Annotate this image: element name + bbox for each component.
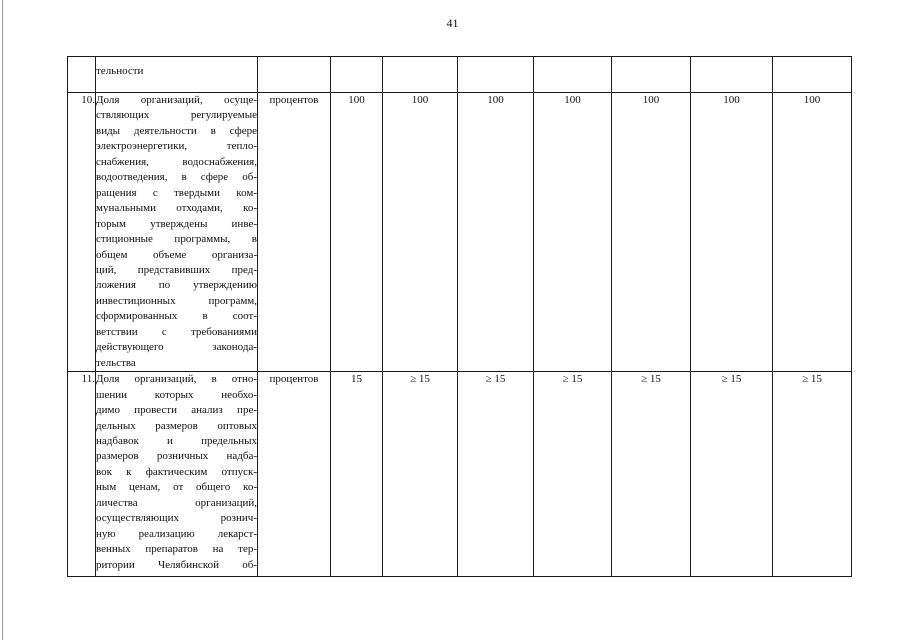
- value-cell: ≥ 15: [458, 372, 534, 577]
- description-line: осуществляющих рознич-: [96, 512, 257, 525]
- description-line: виды деятельности в сфере: [96, 124, 257, 137]
- description-line: ритории Челябинской об-: [96, 558, 257, 571]
- description-line: размеров розничных надба-: [96, 450, 257, 463]
- description-line: водоотведения, в сфере об-: [96, 171, 257, 184]
- description-line: снабжения, водоснабжения,: [96, 155, 257, 168]
- table-row-10: [68, 93, 852, 372]
- unit-cell: процентов: [258, 372, 331, 577]
- indicator-description-cell: [96, 372, 258, 577]
- value-cell: ≥ 15: [383, 372, 458, 577]
- description-line: шении которых необхо-: [96, 388, 257, 401]
- page-left-edge-line: [2, 0, 3, 640]
- value-cell: [691, 57, 773, 93]
- row-number-cell: 11.: [68, 372, 96, 577]
- description-line: ную реализацию лекарст-: [96, 527, 257, 540]
- description-line: ветствии с требованиями: [96, 325, 257, 338]
- description-line: дельных размеров оптовых: [96, 419, 257, 432]
- value-cell: 15: [331, 372, 383, 577]
- description-line: электроэнергетики, тепло-: [96, 140, 257, 153]
- description-line: ращения с твердыми ком-: [96, 186, 257, 199]
- continued-text: тельности: [96, 65, 144, 77]
- value-cell: 100: [383, 93, 458, 372]
- row-number-cell: [68, 57, 96, 93]
- value-cell: [773, 57, 852, 93]
- description-line: вок к фактическим отпуск-: [96, 465, 257, 478]
- value-cell: ≥ 15: [612, 372, 691, 577]
- value-cell: ≥ 15: [534, 372, 612, 577]
- description-line: ствляющих регулируемые: [96, 109, 257, 122]
- value-cell: ≥ 15: [773, 372, 852, 577]
- value-cell: [458, 57, 534, 93]
- value-cell: [534, 57, 612, 93]
- value-cell: 100: [458, 93, 534, 372]
- indicator-description-cell: [96, 57, 258, 93]
- description-line: торым утверждены инве-: [96, 217, 257, 230]
- unit-cell: процентов: [258, 93, 331, 372]
- description-line: димо провести анализ пре-: [96, 404, 257, 417]
- description-line: Доля организаций, в отно-: [96, 373, 257, 386]
- description-line: стиционные программы, в: [96, 233, 257, 246]
- description-line: личества организаций,: [96, 496, 257, 509]
- description-line: ложения по утверждению: [96, 279, 257, 292]
- description-line: общем объеме организа-: [96, 248, 257, 261]
- description-line: ций, представивших пред-: [96, 263, 257, 276]
- description-line: сформированных в соот-: [96, 310, 257, 323]
- value-cell: 100: [612, 93, 691, 372]
- page-number: 41: [446, 16, 459, 30]
- description-line: действующего законода-: [96, 341, 257, 354]
- description-line: инвестиционных программ,: [96, 294, 257, 307]
- description-line: Доля организаций, осуще-: [96, 94, 257, 106]
- value-cell: 100: [331, 93, 383, 372]
- description-line: венных препаратов на тер-: [96, 543, 257, 556]
- indicators-table: [67, 56, 852, 577]
- value-cell: 100: [691, 93, 773, 372]
- row-number-cell: 10.: [68, 93, 96, 372]
- table-row-11: [68, 372, 852, 577]
- description-line: мунальными отходами, ко-: [96, 202, 257, 215]
- value-cell: 100: [773, 93, 852, 372]
- value-cell: [383, 57, 458, 93]
- description-line: тельства: [96, 356, 136, 369]
- unit-cell: [258, 57, 331, 93]
- indicator-description-cell: [96, 93, 258, 372]
- description-line: надбавок и предельных: [96, 434, 257, 447]
- value-cell: 100: [534, 93, 612, 372]
- value-cell: [331, 57, 383, 93]
- table-row-continued: [68, 57, 852, 93]
- description-line: ным ценам, от общего ко-: [96, 481, 257, 494]
- value-cell: ≥ 15: [691, 372, 773, 577]
- value-cell: [612, 57, 691, 93]
